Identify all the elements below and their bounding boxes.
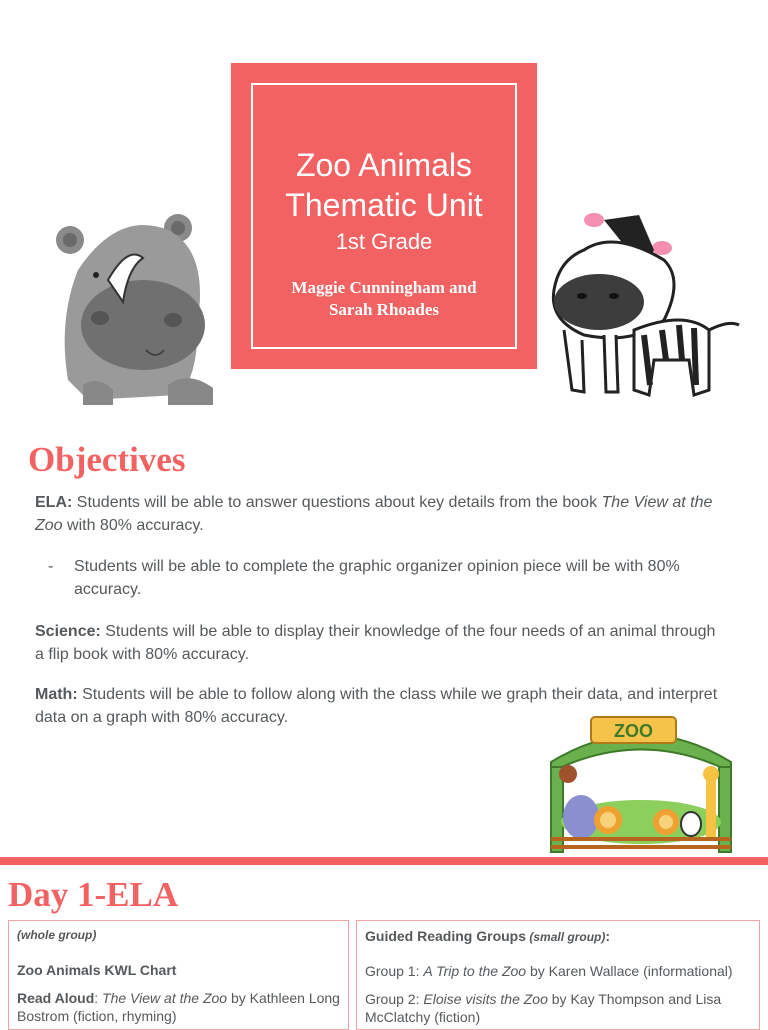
ela-text-2: with 80% accuracy. — [62, 517, 204, 534]
math-label: Math: — [35, 686, 78, 703]
whole-group-box — [8, 920, 349, 1030]
science-objective — [35, 620, 725, 666]
ela-book-title: The View at the Zoo — [35, 494, 713, 534]
read-aloud-colon: : — [94, 990, 103, 1006]
math-text: Students will be able to follow along with the class while we graph their data, and interpret data on a graph with 80% accuracy. — [35, 686, 718, 726]
group-1-label: Group 1: — [365, 963, 424, 979]
authors-line-1: Maggie Cunningham and — [291, 278, 477, 297]
group-2-rest: by Kay Thompson and Lisa McClatchy (fiction) — [365, 991, 722, 1025]
group-1-rest: by Karen Wallace (informational) — [526, 963, 733, 979]
science-text: Students will be able to display their knowledge of the four needs of an animal through a flip book with 80% accuracy. — [35, 623, 716, 663]
read-aloud — [17, 989, 340, 1025]
guided-reading-colon: : — [605, 928, 611, 944]
kwl-chart-label: Zoo Animals KWL Chart — [17, 962, 177, 978]
whole-group-note: (whole group) — [17, 928, 97, 942]
ela-text-1: Students will be able to answer questions about key details from the book — [72, 494, 602, 511]
group-1-title: A Trip to the Zoo — [423, 963, 527, 979]
objectives-heading: Objectives — [28, 440, 186, 479]
science-label: Science: — [35, 623, 101, 640]
grade-label: 1st Grade — [335, 229, 433, 254]
read-aloud-title: The View at the Zoo — [102, 990, 228, 1006]
day1-heading: Day 1-ELA — [8, 875, 179, 914]
group-2-label: Group 2: — [365, 991, 424, 1007]
group-1 — [365, 962, 751, 980]
ela-label: ELA: — [35, 494, 73, 511]
read-aloud-label: Read Aloud — [17, 990, 95, 1006]
guided-reading-title: Guided Reading Groups — [365, 928, 527, 944]
guided-reading-heading — [365, 927, 751, 946]
guided-reading-box — [356, 920, 760, 1030]
title-line-1: Zoo Animals — [295, 147, 473, 183]
zoo-sign: ZOO — [614, 721, 653, 741]
ela-bullet-objective: Students will be able to complete the graphic organizer opinion piece will be with 80% accuracy. — [74, 558, 680, 598]
zebra-illustration — [544, 210, 749, 410]
group-2-title: Eloise visits the Zoo — [423, 991, 548, 1007]
ela-objective — [35, 491, 725, 537]
section-divider — [0, 857, 768, 865]
read-aloud-rest: by Kathleen Long Bostrom (fiction, rhyming) — [17, 990, 340, 1024]
bullet-dash: - — [48, 558, 54, 575]
title-line-2: Thematic Unit — [285, 187, 483, 223]
authors-line-2: Sarah Rhoades — [328, 300, 440, 319]
small-group-note: (small group) — [526, 930, 606, 944]
title-card — [231, 63, 537, 369]
group-2 — [365, 990, 751, 1026]
zoo-gate-illustration — [546, 712, 736, 854]
rhino-illustration — [48, 210, 223, 410]
title-frame — [251, 83, 517, 349]
